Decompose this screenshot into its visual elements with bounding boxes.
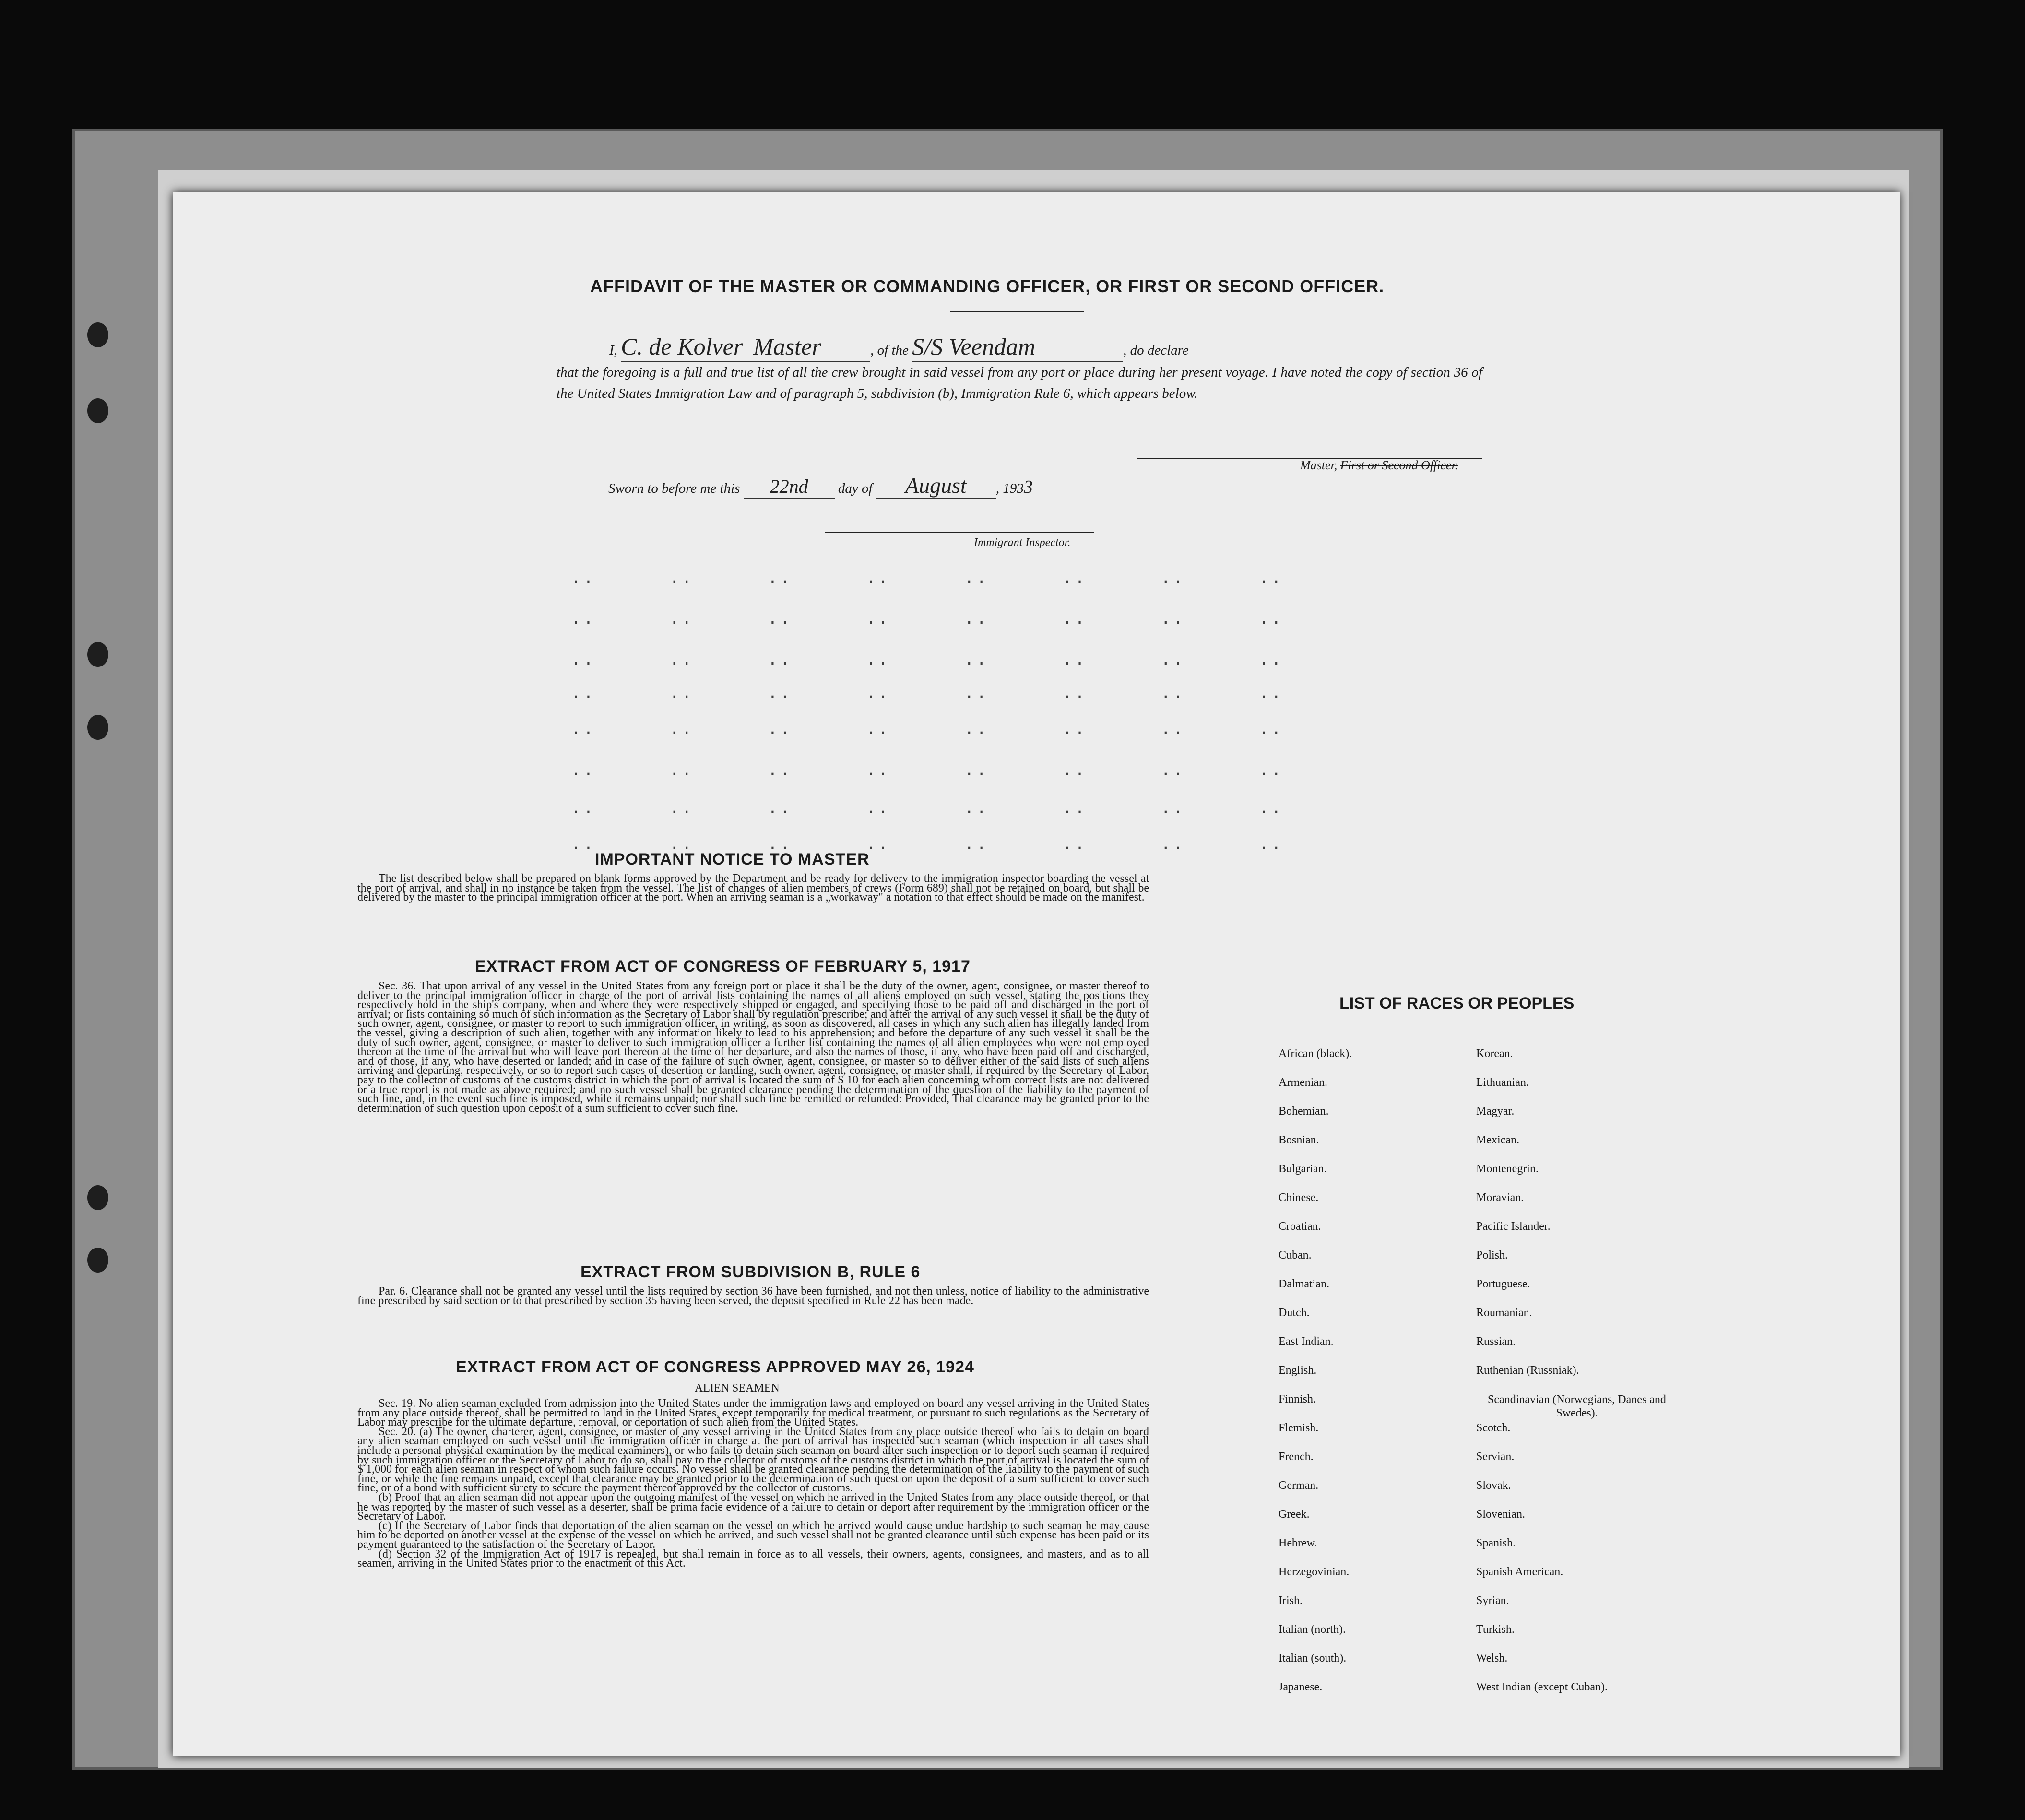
race-item: Hebrew. xyxy=(1279,1537,1317,1549)
race-item: Croatian. xyxy=(1279,1220,1321,1233)
races-title: LIST OF RACES OR PEOPLES xyxy=(1339,994,1575,1012)
ditto-marks: .. .. .. .. .. .. .. .. xyxy=(571,609,1284,629)
race-item: Polish. xyxy=(1476,1249,1508,1261)
year-prefix: , 193 xyxy=(995,481,1024,496)
race-item: Spanish American. xyxy=(1476,1566,1563,1578)
race-item: West Indian (except Cuban). xyxy=(1476,1681,1608,1693)
binder-hole xyxy=(87,1185,108,1210)
officer-labels xyxy=(1300,458,1458,473)
race-item: Greek. xyxy=(1279,1508,1310,1521)
binder-hole xyxy=(87,322,108,347)
day-of-text: day of xyxy=(838,481,873,496)
master-name-handwritten: C. de Kolver xyxy=(621,333,743,360)
month-handwritten: August xyxy=(905,473,967,498)
vessel-handwritten: S/S Veendam xyxy=(912,333,1036,360)
race-item: Slovenian. xyxy=(1476,1508,1525,1521)
race-item: Bosnian. xyxy=(1279,1134,1319,1146)
ditto-marks: .. .. .. .. .. .. .. .. xyxy=(571,799,1284,819)
race-item: African (black). xyxy=(1279,1047,1352,1060)
race-item: Montenegrin. xyxy=(1476,1163,1539,1175)
race-item: Korean. xyxy=(1476,1047,1513,1060)
declaration-body: that the foregoing is a full and true list of all the crew brought in said vessel from any port or place during her present voyage. I have noted the copy of section 36 of the United States Immigration Law and of paragraph 5, subdivision (b), Immigration Rule 6, which appears below. xyxy=(557,365,1482,401)
race-item: French. xyxy=(1279,1451,1314,1463)
binder-hole xyxy=(87,1248,108,1273)
race-item: Slovak. xyxy=(1476,1479,1511,1492)
section-20c-paragraph: (c) If the Secretary of Labor finds that deportation of the alien seaman on the vessel on which he arrived would cause undue hardship to such seaman he may cause him to be deported on another vessel at the expense of the vessel on which he arrived, and such vessel shall not be granted clearance until such expense has been paid or its payment guaranteed to the satisfaction of the Secretary of Labor. xyxy=(357,1519,1149,1551)
ditto-marks: .. .. .. .. .. .. .. .. xyxy=(571,569,1284,588)
race-item: Dutch. xyxy=(1279,1307,1310,1319)
sworn-prefix: Sworn to before me this xyxy=(608,481,740,496)
section-19-paragraph: Sec. 19. No alien seaman excluded from admission into the United States under the immigration laws and employed on board any vessel arriving in the United States from any place outside thereof, shall be permitted to land in the United States, except temporarily for medical treatment, or pursuant to such regulations as the Secretary of Labor may prescribe for the ultimate departure, removal, or deportation of such alien from the United States. xyxy=(357,1397,1149,1429)
race-item: Lithuanian. xyxy=(1476,1076,1529,1089)
ditto-marks: .. .. .. .. .. .. .. .. xyxy=(571,761,1284,780)
day-field xyxy=(744,475,835,499)
section-20d-paragraph: (d) Section 32 of the Immigration Act of 1917 is repealed, but shall remain in force as to all vessels, their owners, agents, consignees, and masters, and as to all seamen, arriving in the United States prior to the enactment of this Act. xyxy=(357,1547,1149,1570)
race-item: Scotch. xyxy=(1476,1422,1511,1434)
do-declare-text: , do declare xyxy=(1123,343,1189,358)
ditto-marks: .. .. .. .. .. .. .. .. xyxy=(571,684,1284,703)
of-the-text: , of the xyxy=(870,343,909,358)
section-20b-paragraph: (b) Proof that an alien seaman did not appear upon the outgoing manifest of the vessel on which he arrived in the United States from any place outside thereof, or that he was reported by the master of such vessel as a deserter, shall be prima facie evidence of a failure to detain or deport after requirement by the immigration officer or the Secretary of Labor. xyxy=(357,1491,1149,1523)
race-item: Ruthenian (Russniak). xyxy=(1476,1364,1579,1377)
race-item: Welsh. xyxy=(1476,1652,1508,1665)
sworn-line xyxy=(608,473,1033,499)
extract-1917-title: EXTRACT FROM ACT OF CONGRESS OF FEBRUARY 5, 1917 xyxy=(475,957,971,975)
year-digit-handwritten: 3 xyxy=(1023,477,1033,497)
rule-6-title: EXTRACT FROM SUBDIVISION B, RULE 6 xyxy=(580,1263,921,1281)
race-item: Bohemian. xyxy=(1279,1105,1329,1118)
notice-text xyxy=(357,874,1149,903)
race-item: Turkish. xyxy=(1476,1623,1515,1636)
race-item: Chinese. xyxy=(1279,1191,1319,1204)
ditto-marks: .. .. .. .. .. .. .. .. xyxy=(571,650,1284,670)
notice-title: IMPORTANT NOTICE TO MASTER xyxy=(595,850,870,868)
race-item: Irish. xyxy=(1279,1594,1303,1607)
ditto-marks: .. .. .. .. .. .. .. .. xyxy=(571,720,1284,739)
race-item: Flemish. xyxy=(1279,1422,1319,1434)
alien-seamen-subtitle: ALIEN SEAMEN xyxy=(695,1382,780,1394)
race-item: Syrian. xyxy=(1476,1594,1509,1607)
race-item: Armenian. xyxy=(1279,1076,1327,1089)
binder-hole xyxy=(87,642,108,667)
inspector-signature-line xyxy=(825,532,1094,533)
declaration-prefix: I, xyxy=(609,343,617,358)
race-item: Russian. xyxy=(1476,1335,1516,1348)
race-item: Servian. xyxy=(1476,1451,1515,1463)
affidavit-text xyxy=(557,333,1482,404)
master-label: Master, xyxy=(1300,458,1338,472)
rule-6-paragraph: Par. 6. Clearance shall not be granted any vessel until the lists required by section 36 have been furnished, and not then unless, notice of liability to the administrative fine prescribed by said section or to that prescribed by section 35 having been served, the deposit specified in Rule 22 has been made. xyxy=(357,1285,1149,1307)
race-item: Cuban. xyxy=(1279,1249,1312,1261)
race-item: Dalmatian. xyxy=(1279,1278,1329,1290)
race-item: Italian (north). xyxy=(1279,1623,1346,1636)
title-rule xyxy=(950,311,1084,312)
section-20a-paragraph: Sec. 20. (a) The owner, charterer, agent, consignee, or master of any vessel arriving in the United States from any place outside thereof who fails to detain on board any alien seaman employed on such vessel until the immigration officer in charge at the port of arrival has inspected such seaman (which inspection in all cases shall include a personal physical examination by the medical examiners), or who fails to detain such seaman on board after such inspection or to deport such seaman if required by such immigration officer or the Secretary of Labor to do so, shall pay to the collector of customs of the customs district in which the port of arrival is located the sum of $ 1,000 for each alien seaman in respect of whom such failure occurs. No vessel shall be granted clearance pending the determination of the liability to the payment of such fine, or while the fine remains unpaid, except that clearance may be granted prior to the determination of such question upon the deposit of a sum sufficient to cover such fine, or of a bond with sufficient surety to secure the payment thereof approved by the collector of customs. xyxy=(357,1425,1149,1495)
section-36-paragraph: Sec. 36. That upon arrival of any vessel in the United States from any foreign port or place it shall be the duty of the owner, agent, consignee, or master thereof to deliver to the principal immigration officer in charge of the port of arrival lists containing the names of all aliens employed on such vessel, stating the positions they respectively hold in the ship's company, when and where they were respectively shipped or engaged, and specifying those to be paid off and discharged in the port of arrival; or lists containing so much of such information as the Secretary of Labor shall by regulation prescribe; and after the arrival of any such vessel it shall be the duty of such owner, agent, consignee, or master to report to such immigration officer, in writing, as soon as discovered, all cases in which any such alien has illegally landed from the vessel, giving a description of such alien, together with any information likely to lead to his apprehension; and before the departure of any such vessel it shall be the duty of such owner, agent, consignee, or master to deliver to such immigration officer a further list containing the names of all alien employees who were not employed thereon at the time of the arrival but who will leave port thereon at the time of her departure, and also the names of those, if any, who have been paid off and discharged, and of those, if any, who have deserted or landed; and in case of the failure of such owner, agent, consignee, or master so to deliver either of the said lists of such aliens arriving and departing, respectively, or so to report such cases of desertion or landing, such owner, agent, consignee, or master shall, if required by the Secretary of Labor, pay to the collector of customs of the customs district in which the port of arrival is located the sum of $ 10 for each alien concerning whom correct lists are not delivered or a true report is not made as above required; and no such vessel shall be granted clearance pending the determination of the question of the liability to the payment of such fine, and, in the event such fine is imposed, while it remains unpaid; nor shall such fine be remitted or refunded: Provided, That clearance may be granted prior to the determination of such question upon deposit of a sum sufficient to cover such fine. xyxy=(357,980,1149,1115)
race-item: East Indian. xyxy=(1279,1335,1334,1348)
master-name-field xyxy=(621,333,870,362)
binder-hole xyxy=(87,398,108,423)
notice-paragraph: The list described below shall be prepared on blank forms approved by the Department and be ready for delivery to the immigration inspector boarding the vessel at the port of arrival, and shall in no instance be taken from the vessel. The list of changes of alien members of crews (Form 689) shall not be retained on board, but shall be delivered by the master to the principal immigration officer at the port. When an arriving seaman is a „workaway" a notation to that effect should be made on the manifest. xyxy=(357,872,1149,904)
race-item: English. xyxy=(1279,1364,1317,1377)
extract-1924-title: EXTRACT FROM ACT OF CONGRESS APPROVED MAY 26, 1924 xyxy=(456,1358,974,1376)
race-item: German. xyxy=(1279,1479,1319,1492)
race-item: Portuguese. xyxy=(1476,1278,1530,1290)
race-item: Herzegovinian. xyxy=(1279,1566,1350,1578)
inspector-label: Immigrant Inspector. xyxy=(974,536,1071,549)
ditto-marks: .. .. .. .. .. .. .. .. xyxy=(571,835,1284,855)
race-item: Finnish. xyxy=(1279,1393,1316,1405)
binder-hole xyxy=(87,715,108,740)
race-item: Scandinavian (Norwegians, Danes and Swedes). xyxy=(1488,1393,1666,1419)
race-item: Japanese. xyxy=(1279,1681,1323,1693)
day-handwritten: 22nd xyxy=(770,476,808,497)
extract-1917-text xyxy=(357,982,1149,1113)
race-item: Mexican. xyxy=(1476,1134,1519,1146)
extract-1924-text xyxy=(357,1399,1149,1569)
vessel-field xyxy=(912,333,1123,362)
race-item: Moravian. xyxy=(1476,1191,1524,1204)
capacity-handwritten: Master xyxy=(753,333,821,360)
race-item: Roumanian. xyxy=(1476,1307,1532,1319)
declaration-line xyxy=(557,333,1482,362)
rule-6-text xyxy=(357,1287,1149,1306)
race-item: Pacific Islander. xyxy=(1476,1220,1551,1233)
race-item: Spanish. xyxy=(1476,1537,1516,1549)
race-item: Italian (south). xyxy=(1279,1652,1347,1665)
affidavit-title: AFFIDAVIT OF THE MASTER OR COMMANDING OFFICER, OR FIRST OR SECOND OFFICER. xyxy=(590,276,1385,296)
month-field xyxy=(876,473,996,499)
struck-officer-label: First or Second Officer. xyxy=(1340,458,1458,472)
race-item: Magyar. xyxy=(1476,1105,1515,1118)
race-item: Bulgarian. xyxy=(1279,1163,1327,1175)
